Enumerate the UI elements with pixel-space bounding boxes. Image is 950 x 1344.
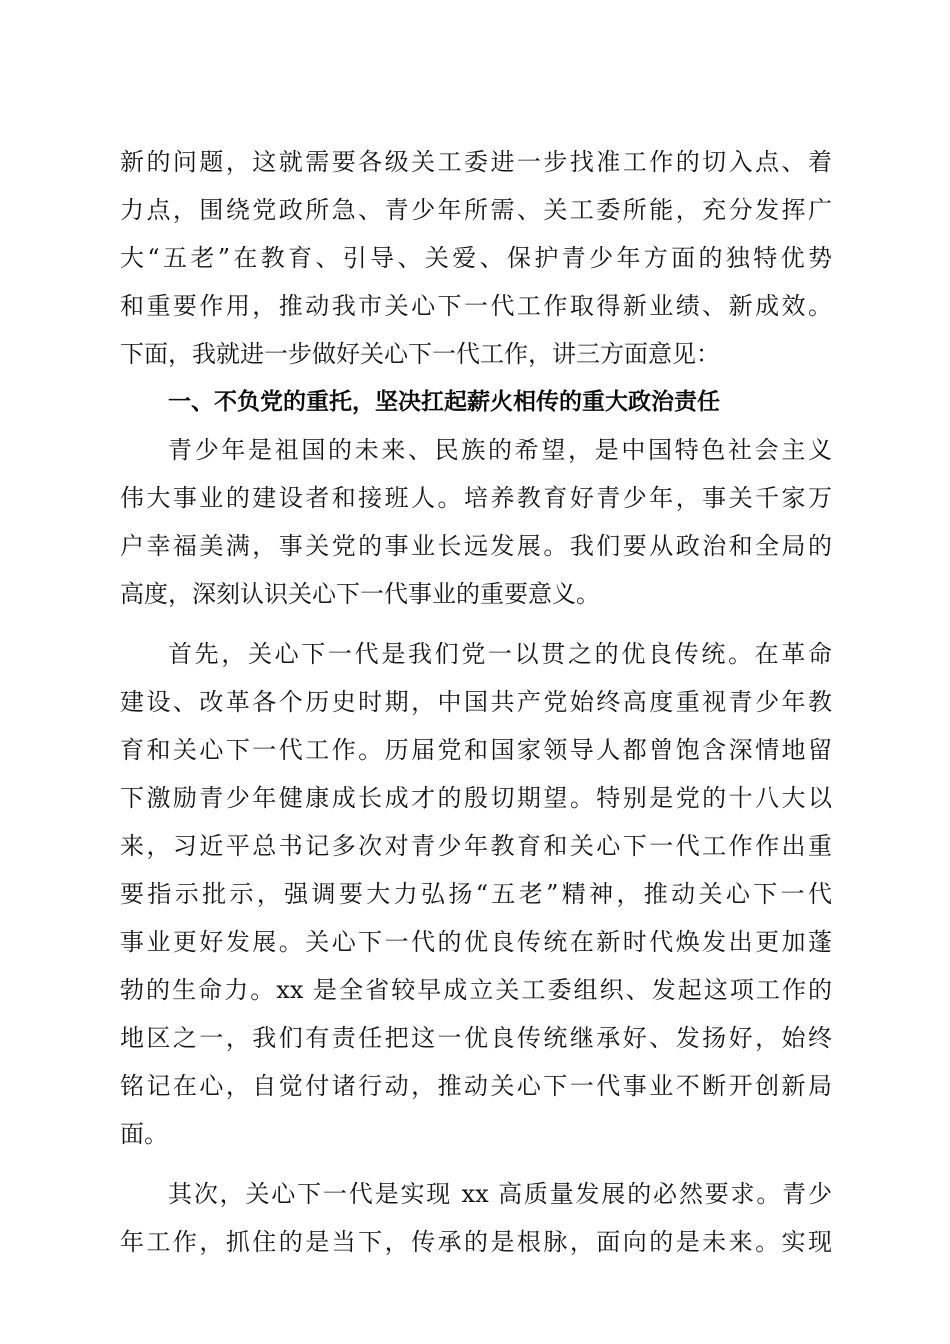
intro-line: 新的问题，这就需要各级关工委进一步找准工作的切入点、着 bbox=[120, 148, 832, 176]
paragraph-line: 下激励青少年健康成长成才的殷切期望。特别是党的十八大以 bbox=[120, 784, 832, 812]
paragraph-line: 地区之一，我们有责任把这一优良传统继承好、发扬好，始终 bbox=[120, 1024, 832, 1052]
section-heading: 一、不负党的重托，坚决扛起薪火相传的重大政治责任 bbox=[168, 389, 720, 415]
paragraph-line: 育和关心下一代工作。历届党和国家领导人都曾饱含深情地留 bbox=[120, 736, 832, 764]
paragraph-line: 户幸福美满，事关党的事业长远发展。我们要从政治和全局的 bbox=[120, 532, 832, 560]
paragraph-line: 面。 bbox=[120, 1120, 168, 1148]
paragraph-line: 高度，深刻认识关心下一代事业的重要意义。 bbox=[120, 580, 600, 608]
paragraph-line: 建设、改革各个历史时期，中国共产党始终高度重视青少年教 bbox=[120, 688, 832, 716]
paragraph-line: 铭记在心，自觉付诸行动，推动关心下一代事业不断开创新局 bbox=[120, 1072, 832, 1100]
paragraph-line: 要指示批示，强调要大力弘扬“五老”精神，推动关心下一代 bbox=[120, 880, 832, 908]
paragraph-line: 首先，关心下一代是我们党一以贯之的优良传统。在革命 bbox=[168, 640, 832, 668]
intro-line: 大“五老”在教育、引导、关爱、保护青少年方面的独特优势 bbox=[120, 244, 832, 272]
paragraph-line: 来，习近平总书记多次对青少年教育和关心下一代工作作出重 bbox=[120, 832, 832, 860]
intro-line: 力点，围绕党政所急、青少年所需、关工委所能，充分发挥广 bbox=[120, 196, 832, 224]
paragraph-line: 其次，关心下一代是实现 xx 高质量发展的必然要求。青少 bbox=[168, 1180, 832, 1208]
paragraph-line: 年工作，抓住的是当下，传承的是根脉，面向的是未来。实现 bbox=[120, 1228, 832, 1256]
intro-line: 和重要作用，推动我市关心下一代工作取得新业绩、新成效。 bbox=[120, 292, 832, 320]
paragraph-line: 伟大事业的建设者和接班人。培养教育好青少年，事关千家万 bbox=[120, 484, 832, 512]
intro-line: 下面，我就进一步做好关心下一代工作，讲三方面意见： bbox=[120, 340, 720, 368]
paragraph-line: 勃的生命力。xx 是全省较早成立关工委组织、发起这项工作的 bbox=[120, 976, 832, 1004]
paragraph-line: 青少年是祖国的未来、民族的希望，是中国特色社会主义 bbox=[168, 436, 832, 464]
paragraph-line: 事业更好发展。关心下一代的优良传统在新时代焕发出更加蓬 bbox=[120, 928, 832, 956]
